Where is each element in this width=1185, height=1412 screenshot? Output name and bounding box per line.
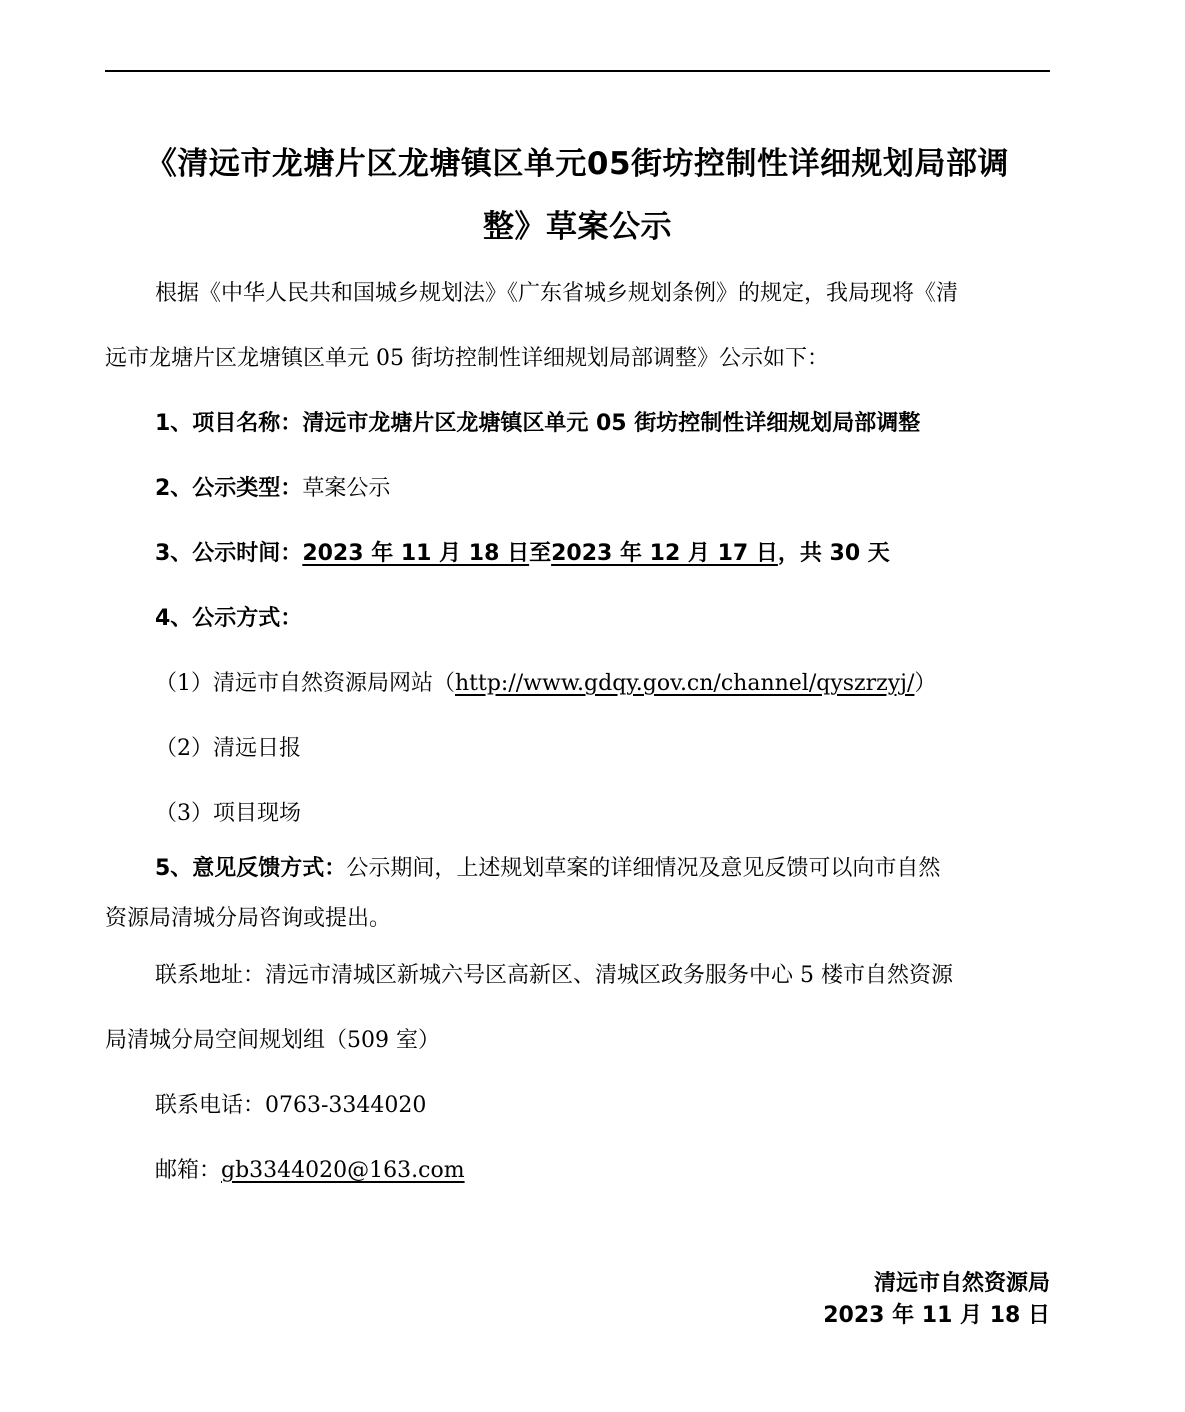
email-link[interactable]: gb3344020@163.com [221, 1158, 465, 1183]
method-website-prefix: （1）清远市自然资源局网站（ [155, 671, 455, 696]
signature-org: 清远市自然资源局 [873, 1271, 1050, 1296]
intro-line-1: 根据《中华人民共和国城乡规划法》《广东省城乡规划条例》的规定，我局现将《清 [155, 281, 959, 306]
item-notice-type-value: 草案公示 [302, 476, 391, 501]
period-start-date: 2023 年 11 月 18 日 [302, 541, 530, 566]
website-link[interactable]: http://www.gdqy.gov.cn/channel/qyszrzyj/ [455, 671, 915, 696]
period-to: 至 [529, 541, 552, 566]
item-feedback-text-2: 资源局清城分局咨询或提出。 [105, 906, 392, 931]
method-newspaper: （2）清远日报 [155, 736, 301, 761]
item-notice-period [155, 536, 890, 567]
item-project-name [155, 406, 920, 437]
signature-date: 2023 年 11 月 18 日 [823, 1303, 1050, 1328]
item-feedback-label: 5、意见反馈方式： [155, 856, 347, 881]
contact-email-label: 邮箱： [155, 1158, 222, 1183]
method-website [155, 666, 936, 697]
item-notice-type [155, 471, 390, 502]
method-website-suffix: ） [914, 671, 937, 696]
title-line-1: 《清远市龙塘片区龙塘镇区单元05街坊控制性详细规划局部调 [145, 146, 1010, 182]
contact-email [155, 1153, 465, 1184]
header-rule [105, 70, 1050, 72]
item-notice-methods-label: 4、公示方式： [155, 606, 303, 631]
item-feedback [155, 851, 940, 882]
contact-address-1: 联系地址：清远市清城区新城六号区高新区、清城区政务服务中心 5 楼市自然资源 [155, 963, 953, 988]
contact-phone: 联系电话：0763-3344020 [155, 1093, 427, 1118]
method-project-site: （3）项目现场 [155, 801, 301, 826]
item-notice-period-label: 3、公示时间： [155, 541, 303, 566]
item-notice-type-label: 2、公示类型： [155, 476, 303, 501]
item-project-name-label: 1、项目名称： [155, 411, 303, 436]
title-line-2: 整》草案公示 [483, 209, 672, 245]
intro-line-2: 远市龙塘片区龙塘镇区单元 05 街坊控制性详细规划局部调整》公示如下： [105, 346, 829, 371]
contact-address-2: 局清城分局空间规划组（509 室） [105, 1028, 440, 1053]
period-end-date: 2023 年 12 月 17 日 [551, 541, 778, 566]
period-total-days: ，共 30 天 [777, 541, 890, 566]
item-feedback-text-1: 公示期间，上述规划草案的详细情况及意见反馈可以向市自然 [346, 856, 941, 881]
item-project-name-value: 清远市龙塘片区龙塘镇区单元 05 街坊控制性详细规划局部调整 [302, 411, 921, 436]
